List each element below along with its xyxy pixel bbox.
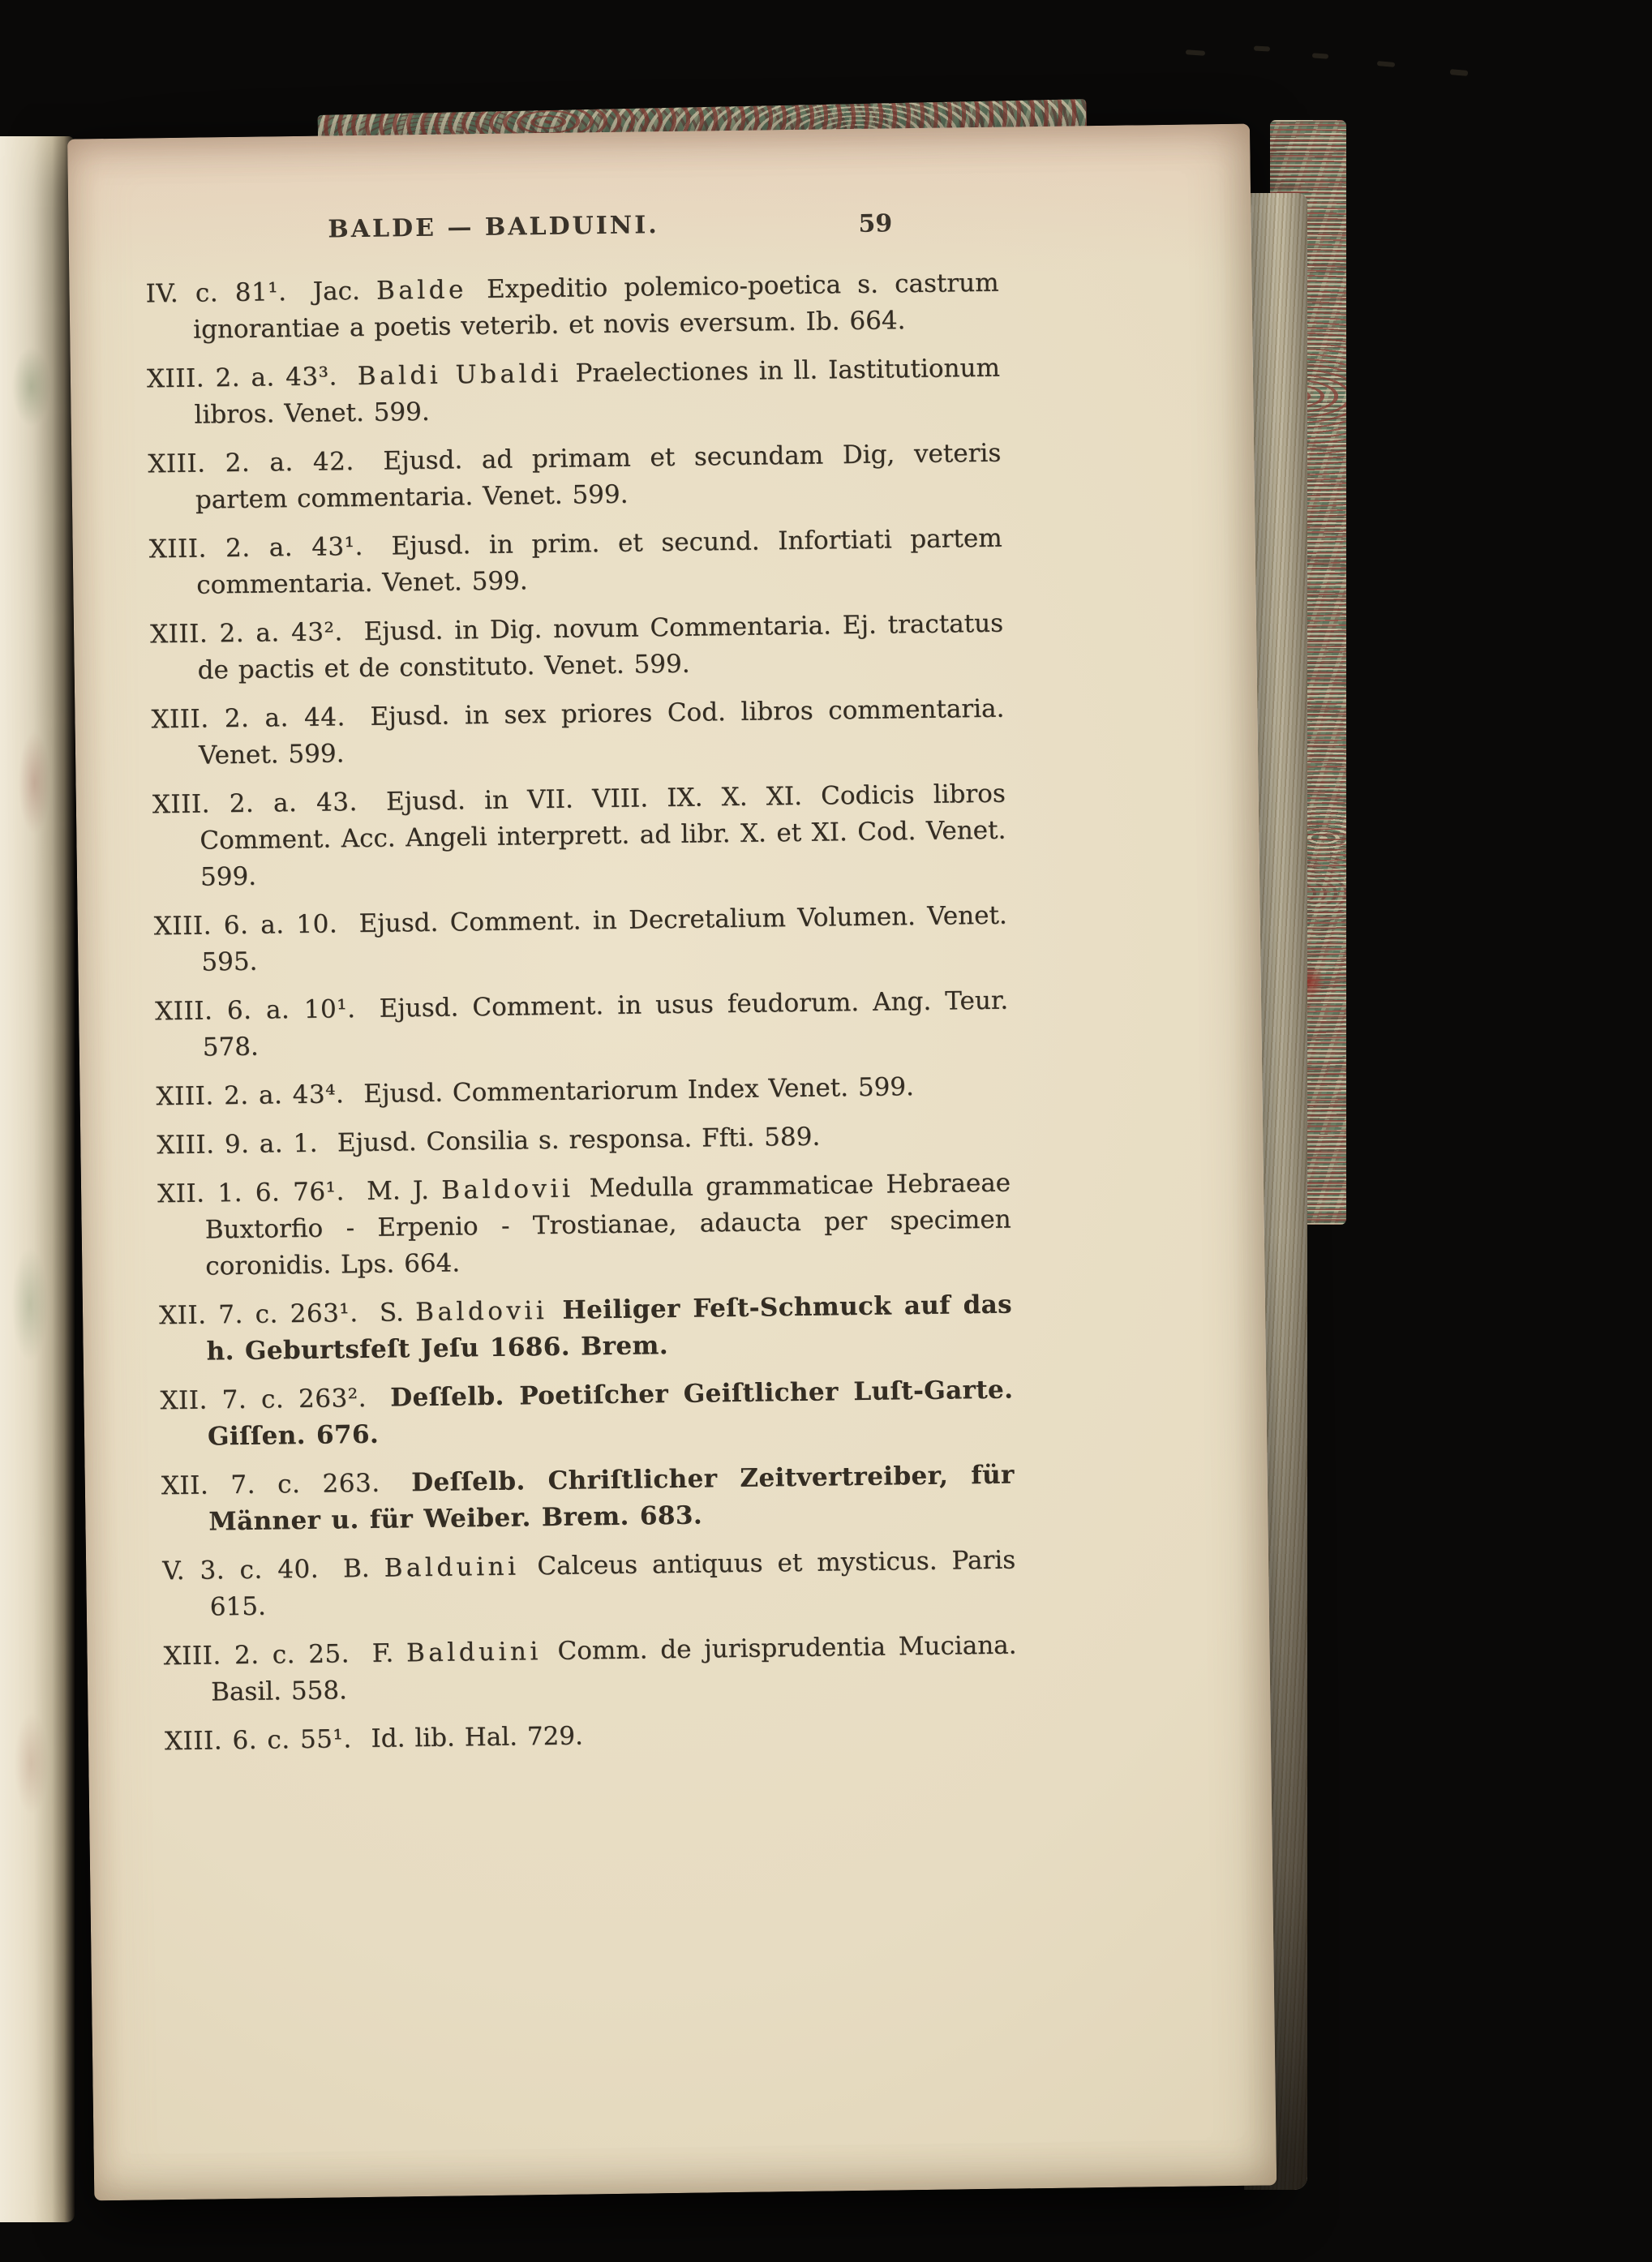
bibliography-entry (155, 983, 1009, 1067)
entry-author-prefix: M. J. (366, 1175, 442, 1206)
entry-author-name: Baldovii (440, 1174, 574, 1205)
entry-text: Ejusd. in Dig. novum Commentaria. Ej. tractatus de pactis et de constituto. Venet. 599. (197, 608, 1004, 685)
binding-stitch-mark (1450, 69, 1469, 76)
entry-label: IV. c. 81¹. (145, 277, 287, 309)
bibliography-entry (151, 691, 1005, 775)
entry-text: Ejusd. Comment. in usus feudorum. Ang. Teur. 578. (202, 985, 1009, 1062)
binding-stitch-mark (1312, 53, 1328, 58)
book-page (67, 124, 1277, 2201)
entry-author-name: Baldovii (414, 1296, 548, 1328)
bibliography-entry (159, 1287, 1013, 1371)
entry-label: XIII. 2. a. 43⁴. (156, 1079, 345, 1112)
entry-label: XIII. 6. c. 55¹. (164, 1724, 352, 1757)
bibliography-entry (152, 776, 1007, 897)
entry-text: Praelectiones in ll. Iastitutionum libros. Venet. 599. (194, 353, 1001, 430)
entry-text: Calceus antiquus et mysticus. Paris 615. (209, 1545, 1016, 1622)
bibliography-entry (148, 436, 1002, 520)
entry-label: XIII. 9. a. 1. (157, 1128, 319, 1161)
entry-label: XIII. 2. a. 43¹. (148, 531, 364, 564)
entry-label: V. 3. c. 40. (161, 1554, 320, 1586)
entry-text: Ejusd. Comment. in Decretalium Volumen. Venet. 595. (201, 900, 1007, 977)
entry-text: Medulla grammaticae Hebraeae Buxtorfio - Erpenio - Trostianae, adaucta per specimen coronidis. Lps. 664. (204, 1168, 1011, 1281)
entry-label: XIII. 2. a. 42. (148, 447, 354, 479)
entry-text: Ejusd. ad primam et secundam Dig, veteris partem commentaria. Venet. 599. (195, 438, 1002, 515)
bibliography-entry (157, 1117, 1010, 1165)
bibliography-entry (145, 265, 999, 350)
bibliography-entry (148, 521, 1002, 605)
entry-text: Deſſelb. Chriſtlicher Zeitvertreiber, für Männer u. für Weiber. Brem. 683. (208, 1460, 1015, 1537)
entry-label: XII. 7. c. 263¹. (158, 1298, 358, 1331)
entry-label: XII. 7. c. 263². (160, 1383, 367, 1416)
entry-text: Ejusd. in sex priores Cod. libros commentaria. Venet. 599. (198, 693, 1005, 770)
entry-text: Deſſelb. Poetiſcher Geiſtlicher Luſt-Garte. Giſſen. 676. (207, 1375, 1014, 1452)
entry-label: XIII. 6. a. 10. (153, 909, 338, 942)
entry-label: XIII. 2. a. 43³. (146, 362, 338, 394)
binding-stitch-mark (1254, 45, 1270, 51)
entry-label: XII. 7. c. 263. (161, 1468, 380, 1501)
entry-text: Ejusd. in VII. VIII. IX. X. XI. Codicis libros Comment. Acc. Angeli interprett. ad libr. X. et XI. Cod. Venet. 599. (200, 779, 1006, 892)
entry-label: XII. 1. 6. 76¹. (157, 1177, 345, 1209)
bibliography-entry (165, 1712, 1018, 1760)
entry-author-prefix: S. (379, 1298, 416, 1328)
entry-label: XIII. 2. a. 43. (152, 788, 358, 820)
entry-author-name: Balduini (384, 1552, 520, 1583)
page-header (144, 207, 998, 255)
entry-text: Ejusd. in prim. et secund. Infortiati partem commentaria. Venet. 599. (196, 523, 1002, 600)
binding-stitch-mark (1377, 61, 1395, 67)
entry-author-prefix: Jac. (312, 276, 377, 307)
entry-label: XIII. 2. a. 44. (151, 702, 346, 735)
entry-text: Ejusd. Consilia s. responsa. Ffti. 589. (337, 1122, 821, 1158)
entry-text: Ejusd. Commentariorum Index Venet. 599. (363, 1072, 915, 1109)
binding-stitch-mark (1186, 49, 1205, 56)
bibliography-entry (147, 350, 1001, 435)
entry-author-prefix: B. (342, 1553, 384, 1584)
bibliography-entry (157, 1165, 1012, 1286)
entry-author-name: Baldi Ubaldi (357, 358, 562, 391)
bibliography-entry (160, 1372, 1014, 1457)
entry-author-name: Balduini (405, 1637, 543, 1668)
entry-text: Expeditio polemico-poetica s. castrum ignorantiae a poetis veterib. et novis eversum. Ib. 664. (192, 268, 999, 345)
bibliography-entry (156, 1068, 1009, 1116)
bibliography-entry (163, 1627, 1017, 1711)
entry-label: XIII. 2. c. 25. (163, 1639, 350, 1672)
entry-label: XIII. 6. a. 10¹. (154, 994, 356, 1027)
entry-label: XIII. 2. a. 43². (149, 617, 344, 650)
entry-list (145, 265, 1018, 1761)
bibliography-entry (161, 1457, 1015, 1541)
entry-text: Comm. de jurisprudentia Muciana. Basil. 558. (210, 1630, 1017, 1707)
bibliography-entry (150, 606, 1004, 690)
entry-text: Id. lib. Hal. 729. (371, 1721, 584, 1753)
bibliography-entry (154, 898, 1008, 982)
opposite-page-edge (0, 136, 75, 2222)
entry-author-prefix: F. (371, 1638, 407, 1668)
page-number: 59 (858, 209, 893, 238)
entry-text: Heiliger Feſt-Schmuck auf das h. Geburtsfeſt Jeſu 1686. Brem. (206, 1290, 1013, 1367)
entry-author-name: Balde (375, 275, 468, 306)
page-title: BALDE — BALDUINI. (328, 211, 659, 244)
bibliography-entry (162, 1542, 1016, 1626)
